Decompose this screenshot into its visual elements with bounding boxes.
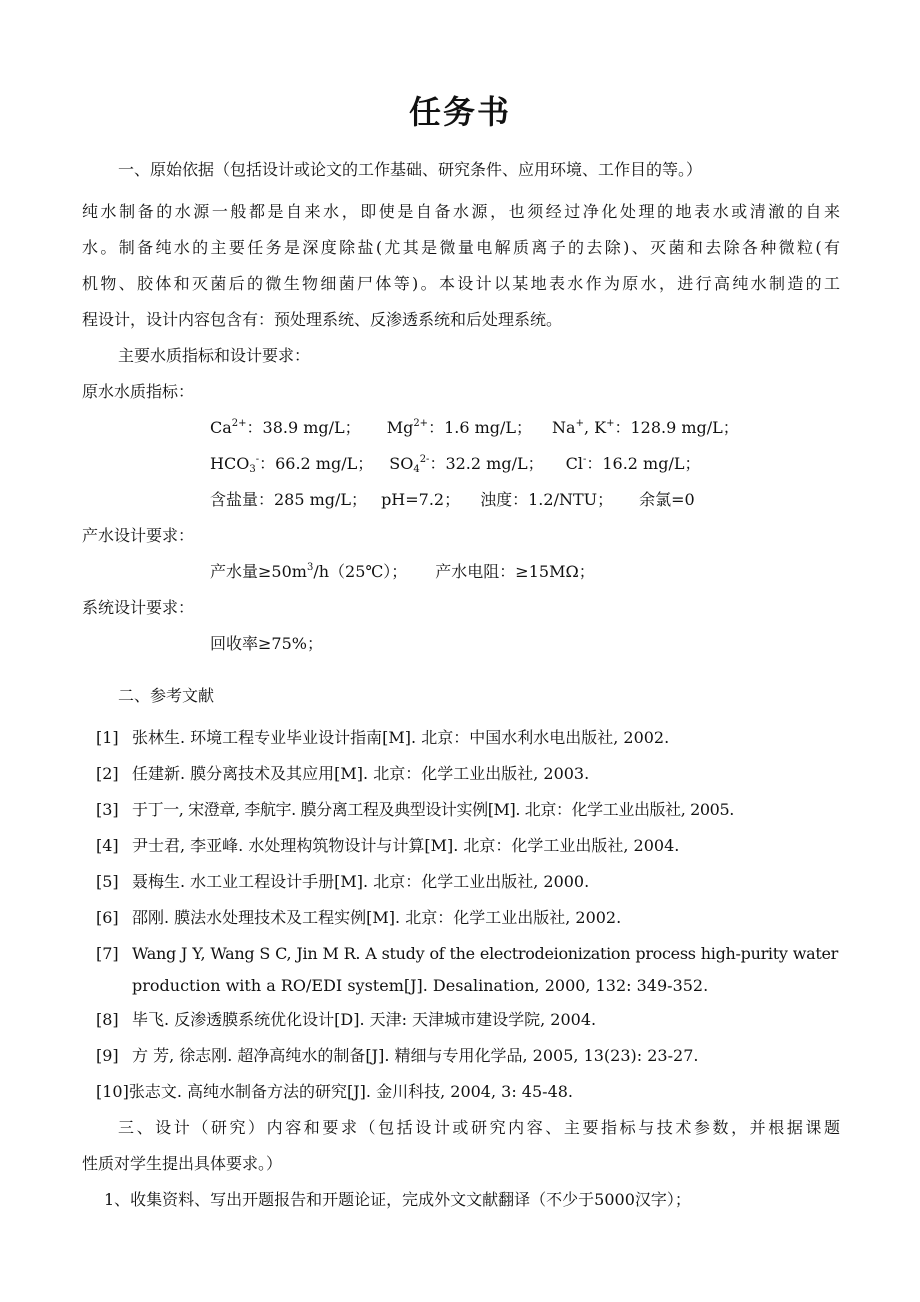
reference-item: [5] 聂梅生. 水工业工程设计手册[M]. 北京：化学工业出版社, 2000. [96, 872, 590, 891]
intro-paragraph-line-3: 机物、胶体和灭菌后的微生物细菌尸体等)。本设计以某地表水作为原水，进行高纯水制造的工 [82, 274, 840, 293]
reference-item: [1] 张林生. 环境工程专业毕业设计指南[M]. 北京：中国水利水电出版社, 2002. [96, 728, 670, 747]
reference-item: [7] Wang J Y, Wang S C, Jin M R. A study of the electrodeionization process high-purity water [96, 944, 838, 963]
reference-item: [2] 任建新. 膜分离技术及其应用[M]. 北京：化学工业出版社, 2003. [96, 764, 590, 783]
reference-item: [10]张志文. 高纯水制备方法的研究[J]. 金川科技, 2004, 3: 45-48. [96, 1082, 574, 1101]
reference-item: [3] 于丁一, 宋澄章, 李航宇. 膜分离工程及典型设计实例[M]. 北京：化学工业出版社, 2005. [96, 800, 734, 819]
reference-item-continuation: production with a RO/EDI system[J]. Desalination, 2000, 132: 349-352. [132, 976, 709, 995]
raw-water-anions: $HCO_3^-$：66.2 mg/L； $SO_4^{2-}$：32.2 mg/L； Cl-：16.2 mg/L； [210, 454, 701, 475]
requirements-intro: 主要水质指标和设计要求： [118, 346, 311, 365]
raw-water-label: 原水水质指标： [82, 382, 195, 401]
section2-heading: 二、参考文献 [118, 686, 215, 705]
intro-paragraph-line-4: 程设计，设计内容包含有：预处理系统、反渗透系统和后处理系统。 [82, 310, 563, 329]
reference-item: [9] 方 芳, 徐志刚. 超净高纯水的制备[J]. 精细与专用化学品, 2005, 13(23): 23-27. [96, 1046, 699, 1065]
requirement-item-1: 1、收集资料、写出开题报告和开题论证，完成外文文献翻译（不少于5000汉字）； [104, 1190, 691, 1209]
intro-paragraph-line-1: 纯水制备的水源一般都是自来水，即使是自备水源，也须经过净化处理的地表水或清澈的自来 [82, 202, 840, 221]
raw-water-other: 含盐量：285 mg/L； pH=7.2； 浊度：1.2/NTU； 余氯=0 [210, 490, 695, 509]
document-title: 任务书 [408, 93, 511, 131]
section3-heading-continuation: 性质对学生提出具体要求。） [82, 1154, 283, 1173]
product-water-requirements: 产水量$\ge 50m^3/h(25℃)$； 产水电阻：≥15MΩ； [210, 562, 595, 581]
section1-heading: 一、原始依据（包括设计或论文的工作基础、研究条件、应用环境、工作目的等。） [118, 160, 703, 179]
section3-heading: 三、设计（研究）内容和要求（包括设计或研究内容、主要指标与技术参数，并根据课题 [118, 1118, 840, 1137]
recovery-rate: 回收率≥75%； [210, 634, 323, 653]
intro-paragraph-line-2: 水。制备纯水的主要任务是深度除盐(尤其是微量电解质离子的去除)、灭菌和去除各种微粒(有 [82, 238, 840, 257]
reference-item: [4] 尹士君, 李亚峰. 水处理构筑物设计与计算[M]. 北京：化学工业出版社, 2004. [96, 836, 680, 855]
reference-item: [8] 毕飞. 反渗透膜系统优化设计[D]. 天津: 天津城市建设学院, 2004. [96, 1010, 597, 1029]
product-water-label: 产水设计要求： [82, 526, 195, 545]
raw-water-cations: $Ca^{2+}$：38.9 mg/L； $Mg^{2+}$：1.6 mg/L； Na+, K+：128.9 mg/L； [210, 418, 739, 437]
system-design-label: 系统设计要求： [82, 598, 195, 617]
reference-item: [6] 邵刚. 膜法水处理技术及工程实例[M]. 北京：化学工业出版社, 2002. [96, 908, 622, 927]
